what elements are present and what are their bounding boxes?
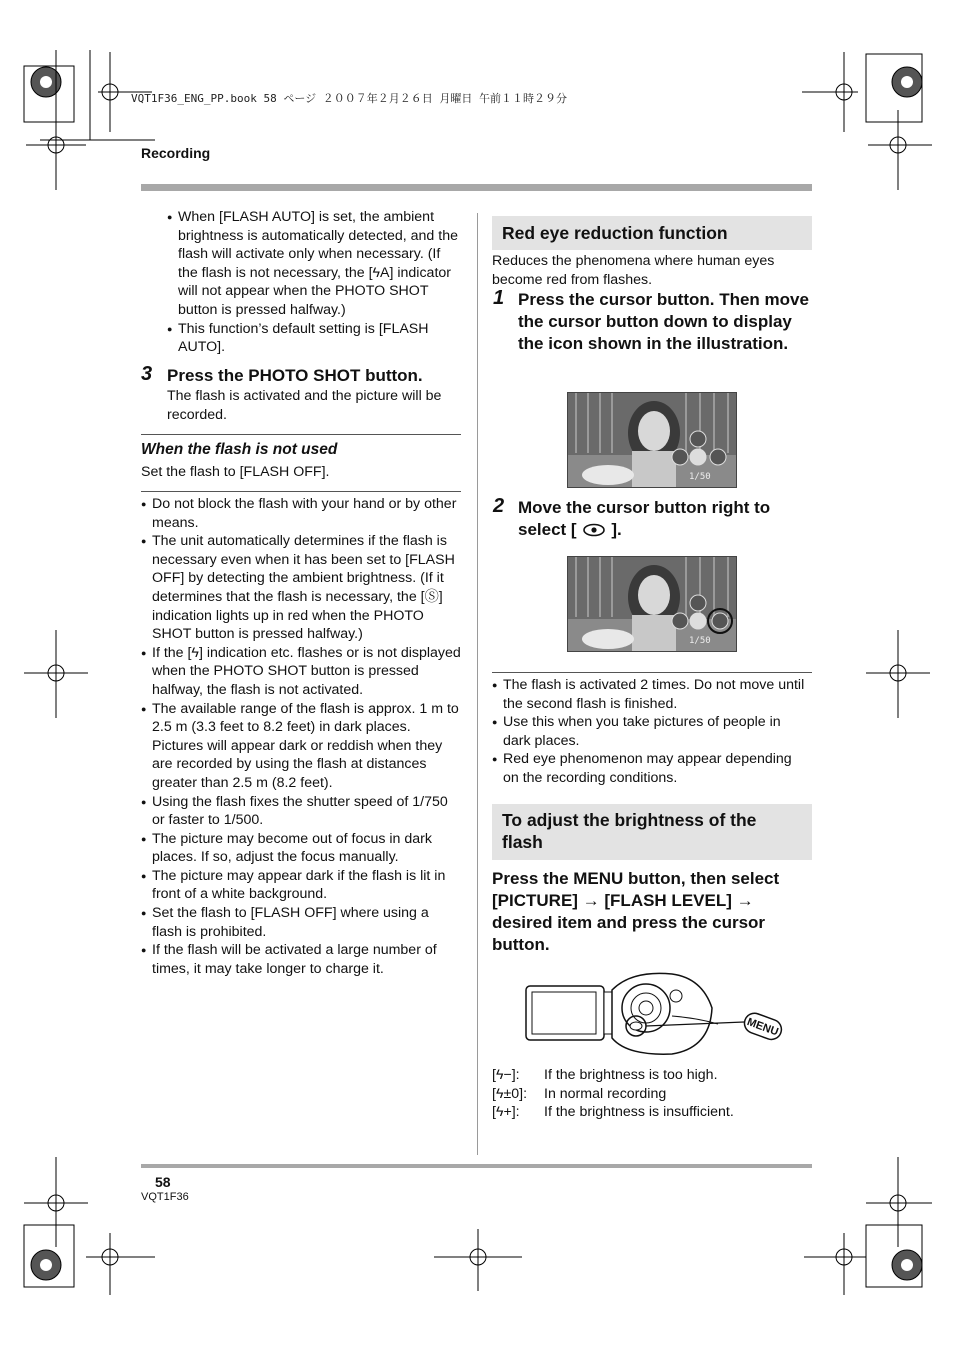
screen-illustration-red-eye-icon-selected	[567, 556, 737, 652]
notes-list	[141, 495, 461, 978]
camcorder-menu-button-illustration	[522, 968, 787, 1060]
flash-level-desc: If the brightness is insufficient.	[544, 1104, 734, 1120]
registration-mark-middle-right	[862, 630, 942, 720]
model-code: VQT1F36	[141, 1191, 189, 1203]
note-item: ● Do not block the flash with your hand or by other means.	[141, 495, 461, 532]
divider-rule	[141, 434, 461, 435]
step-3-title: Press the PHOTO SHOT button.	[167, 366, 423, 385]
print-file-header: VQT1F36_ENG_PP.book 58 ページ ２００７年２月２６日 月曜日 午前１１時２９分	[131, 92, 567, 105]
flash-level-key: [ϟ−]:	[492, 1067, 520, 1083]
note-item: ● The available range of the flash is approx. 1 m to 2.5 m (3.3 feet to 8.2 feet) in dark places. Pictures will appear dark or reddish when they are recorded by using the flash at distances greater than 2.5 m (8.2 feet).	[141, 700, 461, 793]
flash-level-minus	[492, 1066, 718, 1085]
top-rule	[141, 184, 812, 191]
column-divider	[477, 213, 478, 1155]
note-item: ● If the [ϟ] indication etc. flashes or is not displayed when the PHOTO SHOT button is pressed halfway, the flash is not activated.	[141, 644, 461, 700]
registration-mark-top-right	[800, 50, 940, 190]
red-eye-note: ● Red eye phenomenon may appear depending on the recording conditions.	[492, 750, 810, 787]
step-1-title: Press the cursor button. Then move the cursor button down to display the icon shown in the illustration.	[518, 290, 809, 353]
note-item: ● The picture may become out of focus in dark places. If so, adjust the focus manually.	[141, 830, 461, 867]
flash-level-plus	[492, 1103, 734, 1122]
note-item: ● The unit automatically determines if the flash is necessary even when it has been set to [FLASH OFF] by detecting the ambient brightness. (If it determines that the flash is necessary, the [Ⓢ] indication lights up in red when the PHOTO SHOT button is pressed halfway.)	[141, 532, 461, 644]
step-2-title-line-2: select [	[518, 520, 577, 539]
step-1-number: 1	[493, 287, 505, 309]
page-number: 58	[155, 1174, 171, 1190]
step-2-number: 2	[493, 495, 505, 517]
flash-level-key: [ϟ+]:	[492, 1104, 520, 1120]
red-eye-icon	[581, 523, 607, 537]
step-3-number: 3	[141, 363, 153, 385]
registration-mark-top-left	[20, 50, 160, 190]
divider-rule	[492, 672, 812, 673]
screen-illustration-red-eye-icon-shown	[567, 392, 737, 488]
intro-bullet-2: ● This function’s default setting is [FLASH AUTO].	[167, 320, 459, 357]
note-item: ● If the flash will be activated a large number of times, it may take longer to charge it.	[141, 941, 461, 978]
bottom-rule	[141, 1164, 812, 1168]
svg-text:1/50: 1/50	[689, 636, 711, 646]
intro-bullet-1: ● When [FLASH AUTO] is set, the ambient brightness is automatically detected, and the flash will activate only when necessary. (If the flash is not necessary, the [ϟA] indicator will not appear when the PHOTO SHOT button is pressed halfway.)	[167, 208, 459, 320]
flash-level-desc: In normal recording	[544, 1086, 667, 1102]
divider-rule	[141, 491, 461, 492]
step-2-title	[518, 497, 810, 541]
brightness-instruction: Press the MENU button, then select [PICTURE] → [FLASH LEVEL] → desired item and press the cursor button.	[492, 869, 780, 954]
registration-mark-bottom-center	[430, 1225, 526, 1295]
not-used-text: Set the flash to [FLASH OFF].	[141, 464, 330, 480]
flash-level-zero	[492, 1085, 666, 1104]
red-eye-notes	[492, 676, 810, 788]
registration-mark-middle-left	[20, 630, 100, 720]
intro-bullets	[167, 208, 459, 357]
step-3-text: The flash is activated and the picture will be recorded.	[167, 388, 442, 423]
red-eye-intro: Reduces the phenomena where human eyes become red from flashes.	[492, 253, 775, 288]
step-2-title-close: ].	[606, 520, 622, 539]
flash-level-key: [ϟ±0]:	[492, 1086, 528, 1102]
red-eye-note: ● The flash is activated 2 times. Do not move until the second flash is finished.	[492, 676, 810, 713]
menu-button-label: MENU	[745, 1016, 780, 1039]
svg-text:1/50: 1/50	[689, 472, 711, 482]
not-used-heading: When the flash is not used	[141, 441, 338, 458]
note-item: ● Set the flash to [FLASH OFF] where using a flash is prohibited.	[141, 904, 461, 941]
note-item: ● The picture may appear dark if the flash is lit in front of a white background.	[141, 867, 461, 904]
step-2-title-line-1: Move the cursor button right to	[518, 498, 771, 517]
brightness-heading: To adjust the brightness of the flash	[492, 804, 812, 860]
red-eye-note: ● Use this when you take pictures of people in dark places.	[492, 713, 810, 750]
flash-level-desc: If the brightness is too high.	[544, 1067, 718, 1083]
registration-mark-bottom-left	[20, 1155, 160, 1295]
note-item: ● Using the flash fixes the shutter speed of 1/750 or faster to 1/500.	[141, 793, 461, 830]
section-label: Recording	[141, 145, 211, 161]
registration-mark-bottom-right	[800, 1155, 940, 1295]
red-eye-heading: Red eye reduction function	[492, 216, 812, 250]
